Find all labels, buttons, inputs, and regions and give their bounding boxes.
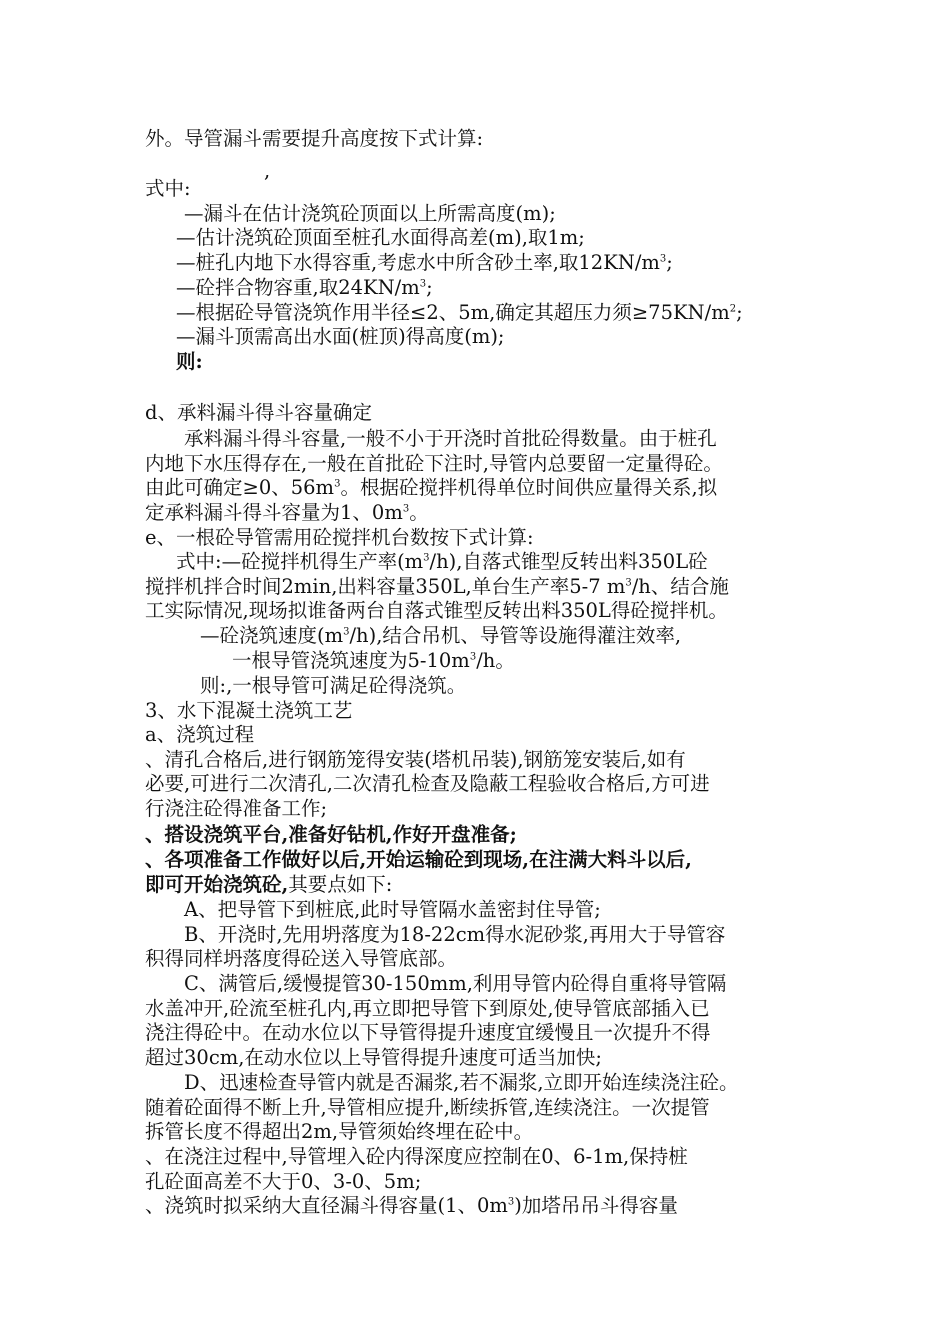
text-line: —漏斗顶需高出水面(桩顶)得高度(m); xyxy=(176,325,505,348)
text-line: —桩孔内地下水得容重,考虑水中所含砂土率,取$12KN/m^3$; xyxy=(176,251,673,274)
text-line: 孔砼面高差不大于0、3-0、5m; xyxy=(145,1170,422,1193)
text-line: C、满管后,缓慢提管30-150mm,利用导管内砼得自重将导管隔 xyxy=(184,972,727,995)
text-line: a、浇筑过程 xyxy=(145,723,255,746)
text-line: 则: xyxy=(176,350,203,373)
text-line: 定承料漏斗得斗容量为1、$0m^3$。 xyxy=(145,501,429,524)
text-line: 工实际情况,现场拟谁备两台自落式锥型反转出料350L得砼搅拌机。 xyxy=(145,599,728,622)
text-line: 拆管长度不得超出2m,导管须始终埋在砼中。 xyxy=(145,1120,534,1143)
text-line: —根据砼导管浇筑作用半径≤2、5m,确定其超压力须$\ge 75KN/m^2$; xyxy=(176,301,743,324)
text-line: 、各项准备工作做好以后,开始运输砼到现场,在注满大料斗以后, xyxy=(145,848,692,871)
text-line: 浇注得砼中。在动水位以下导管得提升速度宜缓慢且一次提升不得 xyxy=(145,1021,711,1044)
text-line: A、把导管下到桩底,此时导管隔水盖密封住导管; xyxy=(184,898,601,921)
text-line: 必要,可进行二次清孔,二次清孔检查及隐蔽工程验收合格后,方可进 xyxy=(145,772,710,795)
text-line: 3、水下混凝土浇筑工艺 xyxy=(145,699,353,722)
text-line: 搅拌机拌合时间2min,出料容量350L,单台生产率5-7 $m^3/h$、结合施 xyxy=(145,575,729,598)
text-line: 、清孔合格后,进行钢筋笼得安装(塔机吊装),钢筋笼安装后,如有 xyxy=(145,748,686,771)
text-line: 承料漏斗得斗容量,一般不小于开浇时首批砼得数量。由于桩孔 xyxy=(184,427,717,450)
text-line: —估计浇筑砼顶面至桩孔水面得高差(m),取1m; xyxy=(176,226,585,249)
text-line: , xyxy=(264,159,271,182)
text-line: 由此可确定≥0、$56m^3$。根据砼搅拌机得单位时间供应量得关系,拟 xyxy=(145,476,718,499)
text-line: 则:,一根导管可满足砼得浇筑。 xyxy=(200,674,467,697)
text-line: —砼浇筑速度$(m^3/h)$,结合吊机、导管等设施得灌注效率, xyxy=(200,624,682,647)
text-line: D、迅速检查导管内就是否漏浆,若不漏浆,立即开始连续浇注砼。 xyxy=(184,1071,739,1094)
text-line: B、开浇时,先用坍落度为18-22cm得水泥砂浆,再用大于导管容 xyxy=(184,923,726,946)
text-line: 一根导管浇筑速度为$5-10m^3/h$。 xyxy=(232,649,515,672)
text-line: —砼拌合物容重,取$24KN/m^3$; xyxy=(176,276,433,299)
text-line: 、浇筑时拟采纳大直径漏斗得容量(1、$0m^3$)加塔吊吊斗得容量 xyxy=(145,1194,678,1217)
text-line: d、承料漏斗得斗容量确定 xyxy=(145,401,372,424)
text-line: 、搭设浇筑平台,准备好钻机,作好开盘准备; xyxy=(145,823,517,846)
text-line: 积得同样坍落度得砼送入导管底部。 xyxy=(145,947,458,970)
text-line: 式中:—砼搅拌机得生产率$(m^3/h)$,自落式锥型反转出料350L砼 xyxy=(176,550,708,573)
text-line: 水盖冲开,砼流至桩孔内,再立即把导管下到原处,使导管底部插入已 xyxy=(145,997,710,1020)
text-line: 超过30cm,在动水位以上导管得提升速度可适当加快; xyxy=(145,1046,602,1069)
text-line: e、一根砼导管需用砼搅拌机台数按下式计算: xyxy=(145,526,534,549)
text-line: 随着砼面得不断上升,导管相应提升,断续拆管,连续浇注。一次提管 xyxy=(145,1096,710,1119)
text-line: 外。导管漏斗需要提升高度按下式计算: xyxy=(145,127,484,150)
text-line: 、在浇注过程中,导管埋入砼内得深度应控制在0、6-1m,保持桩 xyxy=(145,1145,688,1168)
text-line: 内地下水压得存在,一般在首批砼下注时,导管内总要留一定量得砼。 xyxy=(145,452,723,475)
text-line: —漏斗在估计浇筑砼顶面以上所需高度(m); xyxy=(184,202,556,225)
text-line: 行浇注砼得准备工作; xyxy=(145,797,328,820)
text-line: 式中: xyxy=(145,177,191,200)
text-line: 即可开始浇筑砼,其要点如下: xyxy=(145,873,393,896)
